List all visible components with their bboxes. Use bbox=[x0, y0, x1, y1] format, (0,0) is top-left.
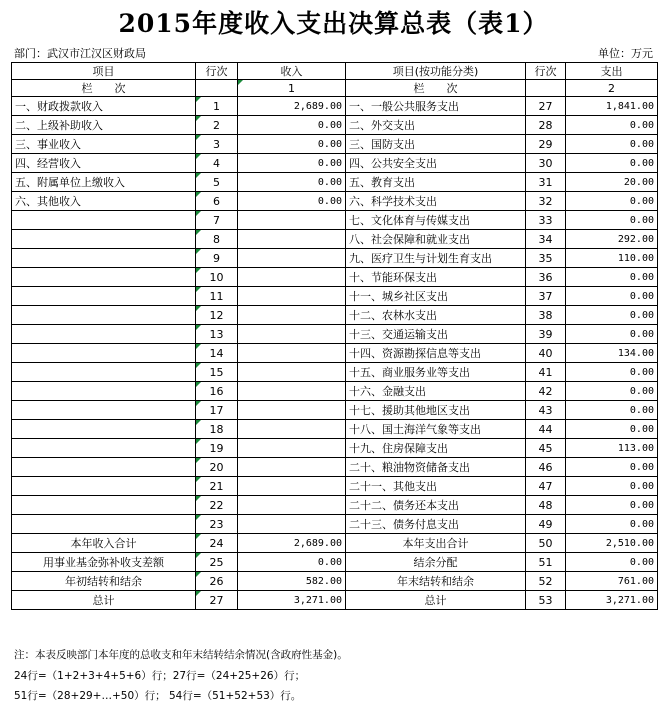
income-value-cell bbox=[238, 344, 346, 363]
table-row bbox=[12, 306, 658, 325]
note-3: 51行=（28+29+…+50）行； 54行=（51+52+53）行。 bbox=[14, 690, 302, 702]
report-title: 2015年度收入支出决算总表（表1） bbox=[118, 9, 549, 38]
income-value-cell bbox=[238, 306, 346, 325]
row-no-header: 行次 bbox=[196, 63, 238, 80]
expense-row-no-cell: 37 bbox=[526, 287, 566, 306]
expense-row-no-cell: 39 bbox=[526, 325, 566, 344]
expense-item-cell: 七、文化体育与传媒支出 bbox=[346, 211, 526, 230]
col-1-label: 1 bbox=[238, 80, 346, 97]
income-item-cell bbox=[12, 363, 196, 382]
income-item-cell bbox=[12, 496, 196, 515]
income-row-no-cell: 9 bbox=[196, 249, 238, 268]
income-value-cell: 0.00 bbox=[238, 116, 346, 135]
income-item-cell: 三、事业收入 bbox=[12, 135, 196, 154]
income-item-cell: 总计 bbox=[12, 591, 196, 610]
income-value-cell bbox=[238, 249, 346, 268]
income-row-no-cell: 10 bbox=[196, 268, 238, 287]
expense-row-no-cell: 48 bbox=[526, 496, 566, 515]
expense-item-cell: 六、科学技术支出 bbox=[346, 192, 526, 211]
expense-value-cell: 113.00 bbox=[566, 439, 658, 458]
expense-value-cell: 2,510.00 bbox=[566, 534, 658, 553]
income-value-cell bbox=[238, 496, 346, 515]
summary-row bbox=[12, 534, 658, 553]
expense-item-cell: 十四、资源勘探信息等支出 bbox=[346, 344, 526, 363]
income-row-no-cell: 15 bbox=[196, 363, 238, 382]
income-row-no-cell: 24 bbox=[196, 534, 238, 553]
expense-value-cell: 20.00 bbox=[566, 173, 658, 192]
income-value-cell bbox=[238, 268, 346, 287]
lanci-row bbox=[12, 80, 658, 97]
table-row bbox=[12, 515, 658, 534]
income-item-cell bbox=[12, 439, 196, 458]
expense-item-cell: 总计 bbox=[346, 591, 526, 610]
income-row-no-cell: 25 bbox=[196, 553, 238, 572]
table-row bbox=[12, 344, 658, 363]
expense-row-no-cell: 50 bbox=[526, 534, 566, 553]
expense-item-cell: 十三、交通运输支出 bbox=[346, 325, 526, 344]
income-item-cell bbox=[12, 268, 196, 287]
lanci-empty bbox=[196, 80, 238, 97]
income-value-cell: 0.00 bbox=[238, 553, 346, 572]
row-no-header-2: 行次 bbox=[526, 63, 566, 80]
expense-row-no-cell: 45 bbox=[526, 439, 566, 458]
income-item-cell: 用事业基金弥补收支差额 bbox=[12, 553, 196, 572]
income-item-cell bbox=[12, 211, 196, 230]
expense-row-no-cell: 41 bbox=[526, 363, 566, 382]
lanci-label-2: 栏 次 bbox=[346, 80, 526, 97]
expense-row-no-cell: 42 bbox=[526, 382, 566, 401]
income-value-cell bbox=[238, 439, 346, 458]
expense-row-no-cell: 29 bbox=[526, 135, 566, 154]
department-label: 部门：武汉市江汉区财政局 bbox=[14, 47, 146, 60]
table-row bbox=[12, 268, 658, 287]
income-row-no-cell: 26 bbox=[196, 572, 238, 591]
expense-value-cell: 0.00 bbox=[566, 401, 658, 420]
income-row-no-cell: 13 bbox=[196, 325, 238, 344]
income-value-cell: 0.00 bbox=[238, 173, 346, 192]
table-row bbox=[12, 211, 658, 230]
expense-item-cell: 十二、农林水支出 bbox=[346, 306, 526, 325]
income-value-cell: 0.00 bbox=[238, 135, 346, 154]
expense-value-cell: 1,841.00 bbox=[566, 97, 658, 116]
expense-row-no-cell: 52 bbox=[526, 572, 566, 591]
income-item-cell bbox=[12, 287, 196, 306]
income-item-header: 项目 bbox=[12, 63, 196, 80]
income-value-cell bbox=[238, 515, 346, 534]
table-row bbox=[12, 116, 658, 135]
income-row-no-cell: 20 bbox=[196, 458, 238, 477]
income-row-no-cell: 23 bbox=[196, 515, 238, 534]
note-2: 24行=（1+2+3+4+5+6）行；27行=（24+25+26）行； bbox=[14, 670, 306, 682]
income-row-no-cell: 27 bbox=[196, 591, 238, 610]
expense-value-cell: 0.00 bbox=[566, 325, 658, 344]
expense-value-cell: 761.00 bbox=[566, 572, 658, 591]
income-item-cell: 年初结转和结余 bbox=[12, 572, 196, 591]
expense-item-cell: 二十一、其他支出 bbox=[346, 477, 526, 496]
unit-label: 单位：万元 bbox=[598, 47, 653, 60]
lanci-label: 栏 次 bbox=[12, 80, 196, 97]
income-value-cell: 0.00 bbox=[238, 154, 346, 173]
note-1: 注：本表反映部门本年度的总收支和年末结转结余情况(含政府性基金)。 bbox=[14, 649, 348, 661]
income-row-no-cell: 11 bbox=[196, 287, 238, 306]
table-row bbox=[12, 401, 658, 420]
expense-item-cell: 十一、城乡社区支出 bbox=[346, 287, 526, 306]
income-value-cell bbox=[238, 363, 346, 382]
income-row-no-cell: 17 bbox=[196, 401, 238, 420]
income-value-cell bbox=[238, 382, 346, 401]
income-item-cell: 二、上级补助收入 bbox=[12, 116, 196, 135]
income-value-cell bbox=[238, 325, 346, 344]
income-item-cell bbox=[12, 420, 196, 439]
income-row-no-cell: 7 bbox=[196, 211, 238, 230]
income-item-cell bbox=[12, 382, 196, 401]
income-item-cell bbox=[12, 249, 196, 268]
expense-value-cell: 0.00 bbox=[566, 477, 658, 496]
income-value-cell: 0.00 bbox=[238, 192, 346, 211]
income-item-cell: 六、其他收入 bbox=[12, 192, 196, 211]
table-row bbox=[12, 154, 658, 173]
expense-row-no-cell: 31 bbox=[526, 173, 566, 192]
income-value-cell bbox=[238, 211, 346, 230]
expense-row-no-cell: 47 bbox=[526, 477, 566, 496]
table-row bbox=[12, 192, 658, 211]
table-row bbox=[12, 496, 658, 515]
income-row-no-cell: 4 bbox=[196, 154, 238, 173]
table-row bbox=[12, 477, 658, 496]
expense-value-cell: 3,271.00 bbox=[566, 591, 658, 610]
expense-row-no-cell: 36 bbox=[526, 268, 566, 287]
expense-row-no-cell: 35 bbox=[526, 249, 566, 268]
income-row-no-cell: 16 bbox=[196, 382, 238, 401]
expense-value-cell: 0.00 bbox=[566, 116, 658, 135]
expense-value-cell: 0.00 bbox=[566, 496, 658, 515]
expense-row-no-cell: 44 bbox=[526, 420, 566, 439]
expense-item-cell: 四、公共安全支出 bbox=[346, 154, 526, 173]
expense-row-no-cell: 33 bbox=[526, 211, 566, 230]
income-value-cell bbox=[238, 420, 346, 439]
income-row-no-cell: 1 bbox=[196, 97, 238, 116]
income-value-cell: 3,271.00 bbox=[238, 591, 346, 610]
expense-row-no-cell: 43 bbox=[526, 401, 566, 420]
income-item-cell bbox=[12, 515, 196, 534]
expense-row-no-cell: 27 bbox=[526, 97, 566, 116]
expense-value-cell: 292.00 bbox=[566, 230, 658, 249]
lanci-empty-2 bbox=[526, 80, 566, 97]
income-row-no-cell: 21 bbox=[196, 477, 238, 496]
income-row-no-cell: 19 bbox=[196, 439, 238, 458]
expense-value-cell: 0.00 bbox=[566, 553, 658, 572]
table-row bbox=[12, 97, 658, 116]
income-item-cell: 一、财政拨款收入 bbox=[12, 97, 196, 116]
table-row bbox=[12, 249, 658, 268]
income-item-cell bbox=[12, 230, 196, 249]
expense-item-cell: 十五、商业服务业等支出 bbox=[346, 363, 526, 382]
expense-item-cell: 十八、国土海洋气象等支出 bbox=[346, 420, 526, 439]
expense-value-cell: 110.00 bbox=[566, 249, 658, 268]
expense-item-cell: 十七、援助其他地区支出 bbox=[346, 401, 526, 420]
income-row-no-cell: 22 bbox=[196, 496, 238, 515]
income-row-no-cell: 2 bbox=[196, 116, 238, 135]
income-row-no-cell: 18 bbox=[196, 420, 238, 439]
expense-item-cell: 二十、粮油物资储备支出 bbox=[346, 458, 526, 477]
expense-row-no-cell: 46 bbox=[526, 458, 566, 477]
expense-value-cell: 0.00 bbox=[566, 154, 658, 173]
income-item-cell bbox=[12, 306, 196, 325]
table-summary bbox=[12, 534, 658, 610]
income-row-no-cell: 14 bbox=[196, 344, 238, 363]
expense-item-cell: 本年支出合计 bbox=[346, 534, 526, 553]
expense-row-no-cell: 51 bbox=[526, 553, 566, 572]
income-item-cell bbox=[12, 477, 196, 496]
income-row-no-cell: 8 bbox=[196, 230, 238, 249]
table-body bbox=[12, 97, 658, 534]
expense-item-cell: 年末结转和结余 bbox=[346, 572, 526, 591]
table-row bbox=[12, 363, 658, 382]
expense-row-no-cell: 40 bbox=[526, 344, 566, 363]
table-row bbox=[12, 173, 658, 192]
table-row bbox=[12, 230, 658, 249]
budget-table bbox=[11, 62, 658, 610]
expense-value-cell: 0.00 bbox=[566, 192, 658, 211]
table-row bbox=[12, 382, 658, 401]
expense-value-cell: 0.00 bbox=[566, 458, 658, 477]
income-item-cell bbox=[12, 344, 196, 363]
summary-row bbox=[12, 553, 658, 572]
expense-row-no-cell: 49 bbox=[526, 515, 566, 534]
expense-row-no-cell: 28 bbox=[526, 116, 566, 135]
income-value-cell bbox=[238, 477, 346, 496]
expense-value-cell: 0.00 bbox=[566, 287, 658, 306]
summary-row bbox=[12, 591, 658, 610]
income-item-cell bbox=[12, 458, 196, 477]
income-value-cell bbox=[238, 401, 346, 420]
income-value-cell: 2,689.00 bbox=[238, 534, 346, 553]
expense-value-cell: 0.00 bbox=[566, 211, 658, 230]
expense-item-cell: 二十三、债务付息支出 bbox=[346, 515, 526, 534]
income-item-cell bbox=[12, 401, 196, 420]
expense-item-cell: 五、教育支出 bbox=[346, 173, 526, 192]
income-row-no-cell: 12 bbox=[196, 306, 238, 325]
income-value-cell bbox=[238, 458, 346, 477]
expense-value-cell: 0.00 bbox=[566, 135, 658, 154]
expense-row-no-cell: 30 bbox=[526, 154, 566, 173]
expense-header: 支出 bbox=[566, 63, 658, 80]
expense-value-cell: 0.00 bbox=[566, 420, 658, 439]
income-row-no-cell: 5 bbox=[196, 173, 238, 192]
expense-item-cell: 二、外交支出 bbox=[346, 116, 526, 135]
expense-item-cell: 九、医疗卫生与计划生育支出 bbox=[346, 249, 526, 268]
expense-item-cell: 十六、金融支出 bbox=[346, 382, 526, 401]
expense-item-cell: 十九、住房保障支出 bbox=[346, 439, 526, 458]
income-header: 收入 bbox=[238, 63, 346, 80]
header-row bbox=[12, 63, 658, 80]
table-row bbox=[12, 325, 658, 344]
table-row bbox=[12, 135, 658, 154]
summary-row bbox=[12, 572, 658, 591]
table-row bbox=[12, 439, 658, 458]
expense-value-cell: 0.00 bbox=[566, 515, 658, 534]
income-value-cell bbox=[238, 287, 346, 306]
income-item-cell: 四、经营收入 bbox=[12, 154, 196, 173]
expense-row-no-cell: 38 bbox=[526, 306, 566, 325]
expense-item-cell: 十、节能环保支出 bbox=[346, 268, 526, 287]
expense-value-cell: 0.00 bbox=[566, 268, 658, 287]
expense-item-header: 项目(按功能分类) bbox=[346, 63, 526, 80]
expense-row-no-cell: 34 bbox=[526, 230, 566, 249]
income-value-cell bbox=[238, 230, 346, 249]
income-item-cell: 本年收入合计 bbox=[12, 534, 196, 553]
col-2-label: 2 bbox=[566, 80, 658, 97]
expense-value-cell: 0.00 bbox=[566, 306, 658, 325]
table-row bbox=[12, 287, 658, 306]
income-value-cell: 582.00 bbox=[238, 572, 346, 591]
expense-row-no-cell: 32 bbox=[526, 192, 566, 211]
expense-value-cell: 0.00 bbox=[566, 382, 658, 401]
income-value-cell: 2,689.00 bbox=[238, 97, 346, 116]
expense-row-no-cell: 53 bbox=[526, 591, 566, 610]
expense-item-cell: 三、国防支出 bbox=[346, 135, 526, 154]
expense-value-cell: 134.00 bbox=[566, 344, 658, 363]
income-item-cell bbox=[12, 325, 196, 344]
table-row bbox=[12, 420, 658, 439]
expense-item-cell: 一、一般公共服务支出 bbox=[346, 97, 526, 116]
expense-item-cell: 二十二、债务还本支出 bbox=[346, 496, 526, 515]
expense-item-cell: 八、社会保障和就业支出 bbox=[346, 230, 526, 249]
expense-item-cell: 结余分配 bbox=[346, 553, 526, 572]
income-item-cell: 五、附属单位上缴收入 bbox=[12, 173, 196, 192]
income-row-no-cell: 6 bbox=[196, 192, 238, 211]
expense-value-cell: 0.00 bbox=[566, 363, 658, 382]
income-row-no-cell: 3 bbox=[196, 135, 238, 154]
table-row bbox=[12, 458, 658, 477]
